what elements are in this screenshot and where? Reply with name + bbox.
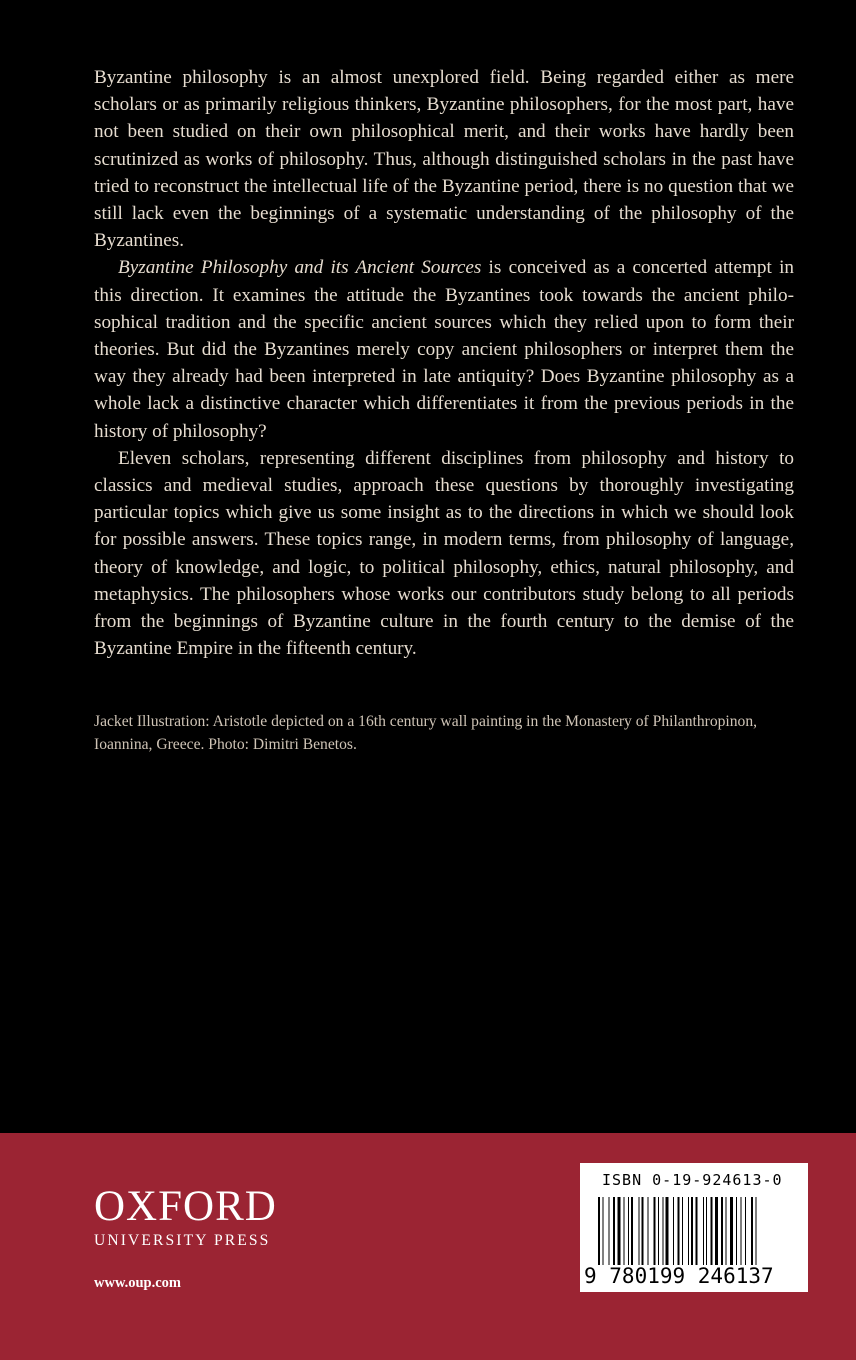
barcode-bar <box>691 1197 693 1265</box>
blurb-paragraph-3: Eleven scholars, representing different disciplines from philosophy and history to classics and medieval studies, approach these questions by thoroughly investigating particular topics which give us some insight as to the directions in which we should look for possible answers. These topics range, in modern terms, from philosophy of language, theory of knowledge, and logic, to political philosophy, ethics, natural philosophy, and metaphysics. The philosophers whose works our contributors study belong to all periods from the beginnings of Byzantine culture in the fourth century to the demise of the Byzantine Empire in the fifteenth century. <box>94 447 794 660</box>
blurb-paragraph-2-text: is conceived as a concerted attempt in this direction. It examines the attitude the Byzantines took towards the ancient philo-sophical tradition and the specific ancient sources which they relied upon to form their theories. But did the Byzantines merely copy ancient philosophers or interpret them the way they already had been interpreted in late antiquity? Does Byzantine philosophy as a whole lack a distinctive character which differentiates it from the previous periods in the history of philosophy? <box>94 257 795 442</box>
blurb-paragraph-2 <box>94 254 794 444</box>
ean-number: 9 780199 246137 <box>584 1264 774 1288</box>
barcode-bar <box>628 1197 629 1265</box>
isbn-barcode-box <box>580 1163 808 1292</box>
barcode-bar <box>673 1197 674 1265</box>
barcode-bar <box>721 1197 723 1265</box>
university-press-wordmark: UNIVERSITY PRESS <box>94 1232 271 1249</box>
back-cover-blurb <box>94 64 794 662</box>
barcode-bar <box>598 1197 600 1265</box>
book-title-italic: Byzantine Philosophy and its Ancient Sources <box>118 257 482 279</box>
barcode-bar <box>648 1197 649 1265</box>
barcode-bar <box>666 1197 669 1265</box>
isbn-number: ISBN 0-19-924613-0 <box>602 1171 783 1189</box>
barcode-bar <box>642 1197 644 1265</box>
jacket-illustration-credit: Jacket Illustration: Aristotle depicted on a 16th century wall painting in the Monastery of Philanthropinon, Ioannina, Greece. Photo: Dimitri Benetos. <box>94 713 758 753</box>
barcode-bar <box>706 1197 707 1265</box>
barcode-bar <box>730 1197 733 1265</box>
barcode-bar <box>624 1197 625 1265</box>
barcode-bar <box>663 1197 664 1265</box>
barcode-bar <box>678 1197 680 1265</box>
barcode-bar <box>703 1197 704 1265</box>
barcode-bar <box>654 1197 656 1265</box>
barcode-bar <box>756 1197 757 1265</box>
barcode-bar <box>711 1197 713 1265</box>
barcode-bar <box>682 1197 683 1265</box>
barcode-icon <box>598 1197 798 1265</box>
barcode-bar <box>603 1197 604 1265</box>
barcode-bar <box>639 1197 640 1265</box>
oxford-wordmark: OXFORD <box>94 1183 277 1230</box>
barcode-bar <box>618 1197 621 1265</box>
barcode-bar <box>736 1197 737 1265</box>
barcode-bar <box>751 1197 753 1265</box>
barcode-bar <box>609 1197 610 1265</box>
barcode-bar <box>658 1197 659 1265</box>
barcode-bar <box>688 1197 689 1265</box>
blurb-paragraph-1: Byzantine philosophy is an almost unexplored field. Being regarded either as mere scholars or as primarily religious thinkers, Byzantine philosophers, for the most part, have not been studied on their own philosophical merit, and their works have hardly been scrutinized as works of philosophy. Thus, although distinguished scholars in the past have tried to reconstruct the intellectual life of the Byzantine period, there is no question that we still lack even the beginnings of a systematic understanding of the philosophy of the Byzantines. <box>94 67 794 252</box>
barcode-bar <box>745 1197 746 1265</box>
barcode-bar <box>741 1197 742 1265</box>
publisher-url[interactable]: www.oup.com <box>94 1275 182 1291</box>
barcode-bar <box>726 1197 727 1265</box>
oxford-logo <box>94 1185 277 1251</box>
barcode-bar <box>613 1197 615 1265</box>
barcode-bar <box>631 1197 633 1265</box>
barcode-bar <box>715 1197 718 1265</box>
barcode-bar <box>696 1197 698 1265</box>
